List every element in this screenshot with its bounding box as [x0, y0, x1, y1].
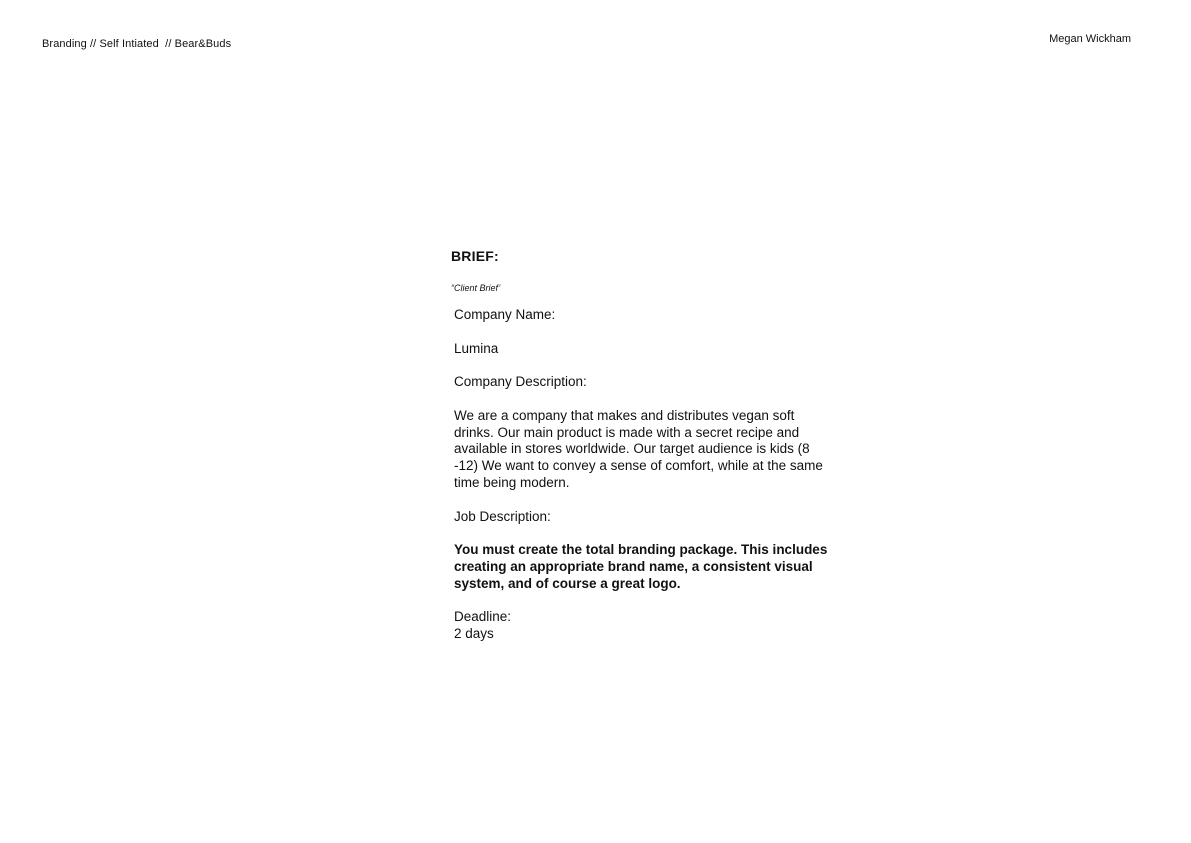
company-name-label: Company Name:: [454, 307, 556, 322]
deadline-value: 2 days: [454, 626, 494, 642]
company-name-value: Lumina: [454, 340, 499, 356]
brief-body: [454, 307, 829, 643]
job-description-text: You must create the total branding package. This includes creating an appropriate brand name, a consistent visual system, and of course a great logo.: [454, 542, 828, 591]
deadline-label: Deadline:: [454, 609, 512, 625]
breadcrumb: Branding // Self Intiated // Bear&Buds: [42, 38, 232, 50]
company-description-text: We are a company that makes and distributes vegan soft drinks. Our main product is made with a secret recipe and available in stores worldwide. Our target audience is kids (8 -12) We want to convey a sense of comfort, while at the same time being modern.: [454, 407, 823, 490]
brief-heading: BRIEF:: [451, 248, 499, 264]
author-name: Megan Wickham: [1049, 33, 1131, 45]
company-description-label: Company Description:: [454, 374, 587, 390]
brief-subheading: “Client Brief’: [451, 283, 501, 293]
job-description-label: Job Description:: [454, 508, 551, 524]
